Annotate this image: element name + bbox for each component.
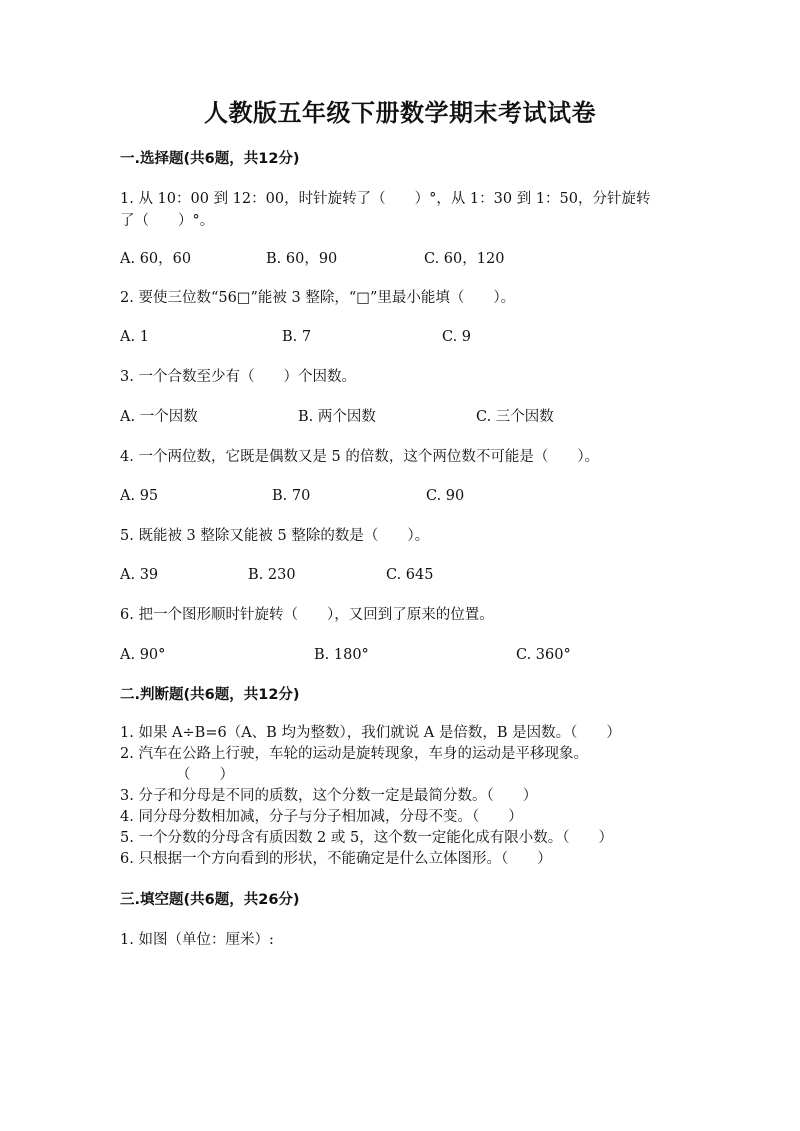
choice-options-4 <box>120 485 690 507</box>
option-c: C. 三个因数 <box>476 409 554 425</box>
choice-options-2 <box>120 326 690 348</box>
option-b: B. 180° <box>314 647 369 663</box>
page-title: 人教版五年级下册数学期末考试试卷 <box>204 98 596 127</box>
judge-item-2: 2. 汽车在公路上行驶，车轮的运动是旋转现象，车身的运动是平移现象。 <box>120 746 588 762</box>
choice-options-3 <box>120 406 690 428</box>
judge-item-5: 5. 一个分数的分母含有质因数 2 或 5，这个数一定能化成有限小数。（ ） <box>120 830 613 846</box>
option-c: C. 9 <box>442 329 472 345</box>
judge-list <box>120 723 690 870</box>
choice-options-6 <box>120 644 690 666</box>
judge-item-6: 6. 只根据一个方向看到的形状，不能确定是什么立体图形。（ ） <box>120 851 552 867</box>
option-a: A. 90° <box>120 647 166 663</box>
option-c: C. 645 <box>386 567 434 583</box>
question-text-line: 了（ ）°。 <box>120 213 215 229</box>
choice-question-4: 4. 一个两位数，它既是偶数又是 5 的倍数，这个两位数不可能是（ ）。 <box>120 449 600 465</box>
option-c: C. 360° <box>516 647 571 663</box>
section-heading-judge: 二.判断题(共6题，共12分) <box>120 687 300 703</box>
option-a: A. 一个因数 <box>120 409 198 425</box>
question-text-line: 1. 从 10：00 到 12：00，时针旋转了（ ）°，从 1：30 到 1：50，分针旋转 <box>120 191 651 207</box>
choice-question-2: 2. 要使三位数“56□”能被 3 整除，“□”里最小能填（ ）。 <box>120 290 516 306</box>
option-c: C. 60，120 <box>424 251 505 267</box>
section-heading-fill: 三.填空题(共6题，共26分) <box>120 892 300 908</box>
judge-item-3: 3. 分子和分母是不同的质数，这个分数一定是最简分数。（ ） <box>120 788 538 804</box>
choice-options-1 <box>120 248 690 270</box>
choice-question-3: 3. 一个合数至少有（ ）个因数。 <box>120 369 356 385</box>
option-a: A. 60，60 <box>120 251 192 267</box>
option-b: B. 两个因数 <box>298 409 376 425</box>
option-b: B. 7 <box>282 329 312 345</box>
judge-item-2-continuation: （ ） <box>176 767 234 783</box>
option-a: A. 1 <box>120 329 149 345</box>
choice-options-5 <box>120 564 690 586</box>
section-heading-choice: 一.选择题(共6题，共12分) <box>120 151 300 167</box>
option-a: A. 95 <box>120 488 159 504</box>
option-b: B. 60，90 <box>266 251 338 267</box>
option-a: A. 39 <box>120 567 159 583</box>
fill-question-1: 1. 如图（单位：厘米）: <box>120 932 274 948</box>
option-b: B. 70 <box>272 488 311 504</box>
option-b: B. 230 <box>248 567 296 583</box>
choice-question-6: 6. 把一个图形顺时针旋转（ ），又回到了原来的位置。 <box>120 607 494 623</box>
judge-item-1: 1. 如果 A÷B=6（A、B 均为整数），我们就说 A 是倍数，B 是因数。（ ） <box>120 725 621 741</box>
choice-question-1 <box>120 188 690 232</box>
choice-question-5: 5. 既能被 3 整除又能被 5 整除的数是（ ）。 <box>120 528 430 544</box>
judge-item-4: 4. 同分母分数相加减，分子与分子相加减，分母不变。（ ） <box>120 809 523 825</box>
option-c: C. 90 <box>426 488 465 504</box>
